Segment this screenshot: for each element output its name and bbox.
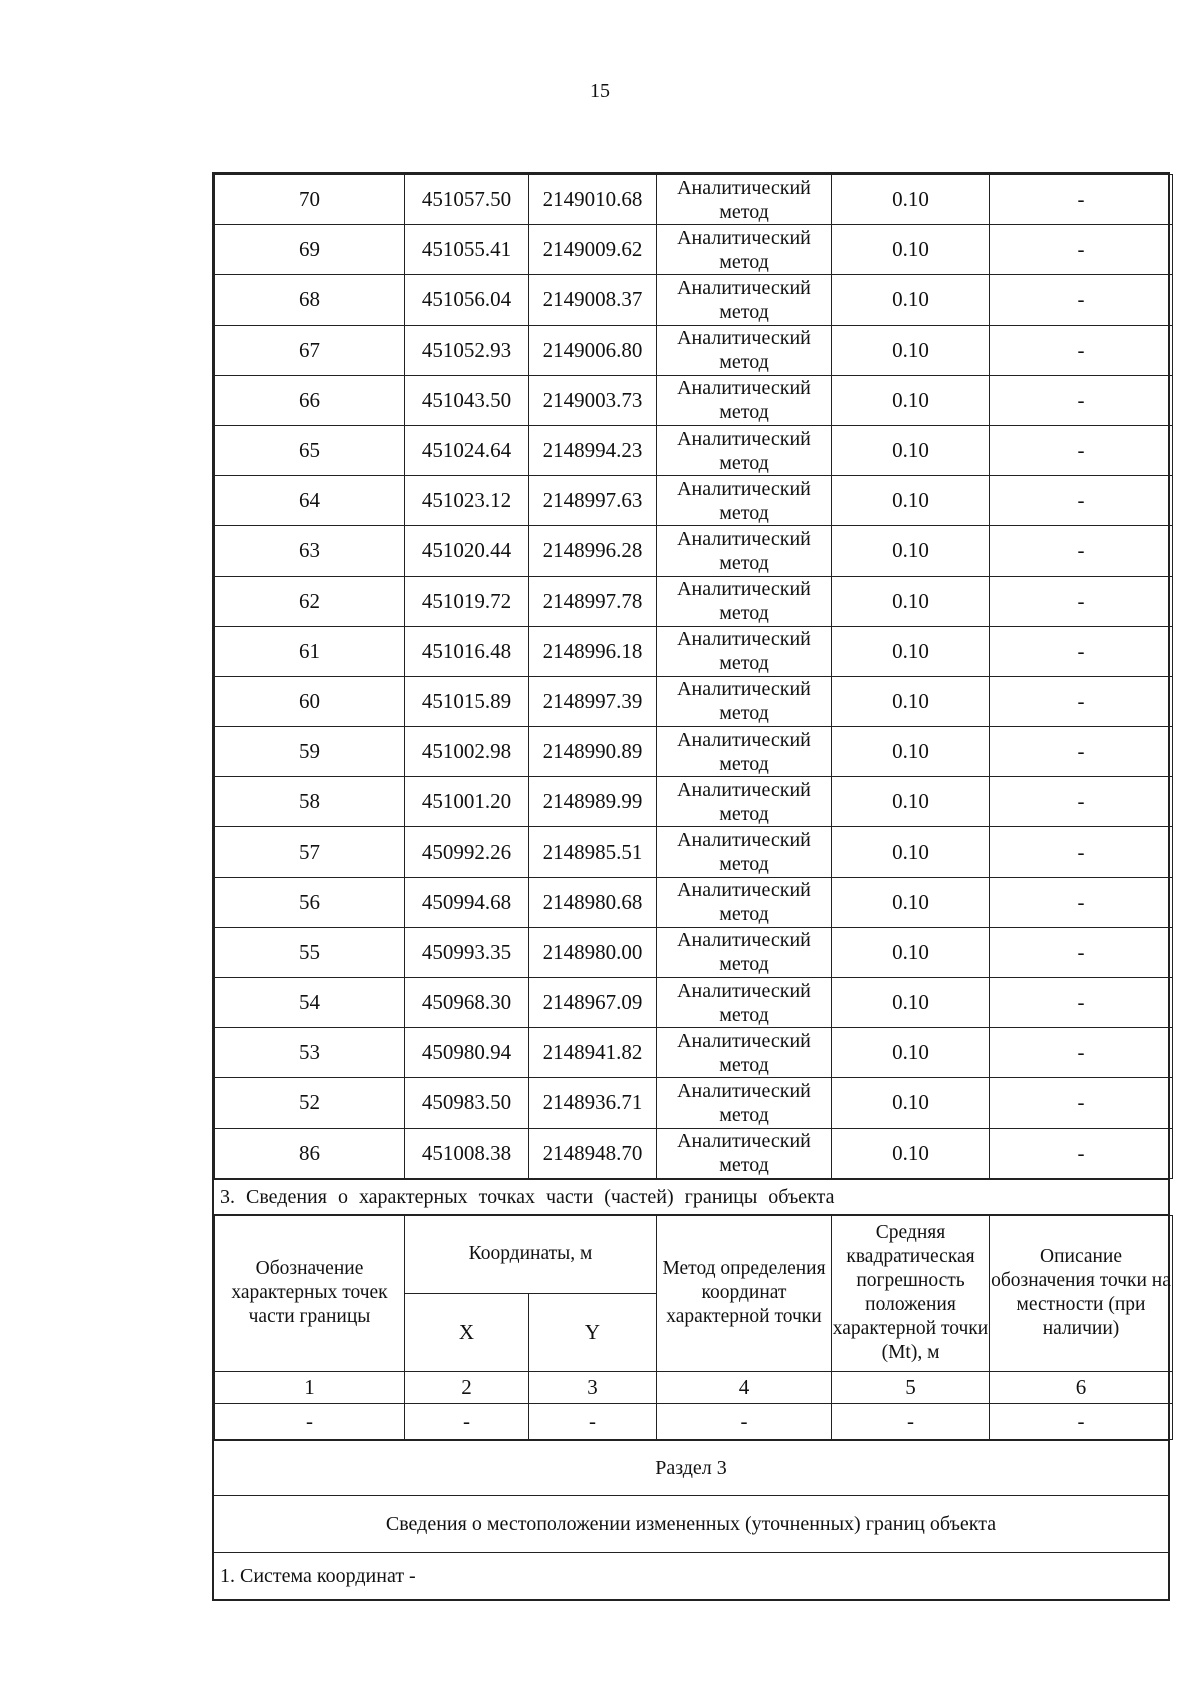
method-line2: метод	[719, 551, 769, 574]
point-row	[215, 576, 1173, 626]
point-y: 2149006.80	[529, 325, 657, 375]
column-number: 6	[990, 1371, 1173, 1403]
method-line2: метод	[719, 602, 769, 625]
point-row	[215, 375, 1173, 425]
point-id: 56	[215, 877, 405, 927]
point-method	[657, 325, 832, 375]
method-line2: метод	[719, 200, 769, 223]
coordinate-system-line: 1. Система координат -	[214, 1552, 1168, 1599]
point-method	[657, 777, 832, 827]
method-line1: Аналитический	[677, 979, 811, 1002]
column-number: 5	[832, 1371, 990, 1403]
point-x: 451043.50	[405, 375, 529, 425]
method-line2: метод	[719, 853, 769, 876]
point-x: 450992.26	[405, 827, 529, 877]
point-x: 451056.04	[405, 275, 529, 325]
column-number: 2	[405, 1371, 529, 1403]
empty-cell: -	[529, 1403, 657, 1439]
part-points-table	[214, 1215, 1173, 1440]
point-y: 2148948.70	[529, 1128, 657, 1178]
point-error: 0.10	[832, 225, 990, 275]
point-id: 60	[215, 676, 405, 726]
point-error: 0.10	[832, 727, 990, 777]
point-id: 86	[215, 1128, 405, 1178]
point-id: 55	[215, 927, 405, 977]
point-error: 0.10	[832, 877, 990, 927]
point-x: 450980.94	[405, 1028, 529, 1078]
point-description: -	[990, 877, 1173, 927]
point-y: 2149010.68	[529, 175, 657, 225]
method-line1: Аналитический	[677, 929, 811, 952]
point-description: -	[990, 676, 1173, 726]
point-row	[215, 425, 1173, 475]
page-number: 15	[590, 80, 610, 102]
point-error: 0.10	[832, 626, 990, 676]
method-line2: метод	[719, 351, 769, 374]
point-error: 0.10	[832, 1078, 990, 1128]
point-y: 2148941.82	[529, 1028, 657, 1078]
point-method	[657, 476, 832, 526]
points-table-body	[215, 175, 1173, 1179]
point-error: 0.10	[832, 1128, 990, 1178]
point-error: 0.10	[832, 827, 990, 877]
point-id: 52	[215, 1078, 405, 1128]
point-x: 451055.41	[405, 225, 529, 275]
point-method	[657, 626, 832, 676]
method-line2: метод	[719, 1154, 769, 1177]
column-number: 1	[215, 1371, 405, 1403]
empty-row	[215, 1403, 1173, 1439]
section-subheading: Сведения о местоположении измененных (уточненных) границ объекта	[214, 1495, 1168, 1552]
point-error: 0.10	[832, 175, 990, 225]
point-method	[657, 827, 832, 877]
point-y: 2148997.78	[529, 576, 657, 626]
method-line2: метод	[719, 451, 769, 474]
point-description: -	[990, 727, 1173, 777]
method-line2: метод	[719, 300, 769, 323]
point-x: 451001.20	[405, 777, 529, 827]
point-x: 450994.68	[405, 877, 529, 927]
point-y: 2149009.62	[529, 225, 657, 275]
method-line1: Аналитический	[677, 1029, 811, 1052]
point-method	[657, 375, 832, 425]
point-method	[657, 1128, 832, 1178]
method-line1: Аналитический	[677, 829, 811, 852]
method-line1: Аналитический	[677, 226, 811, 249]
point-method	[657, 978, 832, 1028]
point-y: 2148967.09	[529, 978, 657, 1028]
point-row	[215, 626, 1173, 676]
point-row	[215, 325, 1173, 375]
point-method	[657, 877, 832, 927]
point-id: 54	[215, 978, 405, 1028]
point-id: 64	[215, 476, 405, 526]
point-y: 2148990.89	[529, 727, 657, 777]
point-method	[657, 275, 832, 325]
point-id: 69	[215, 225, 405, 275]
point-description: -	[990, 978, 1173, 1028]
point-method	[657, 576, 832, 626]
point-description: -	[990, 1128, 1173, 1178]
point-description: -	[990, 375, 1173, 425]
point-y: 2148997.39	[529, 676, 657, 726]
method-line1: Аналитический	[677, 628, 811, 651]
point-id: 67	[215, 325, 405, 375]
point-row	[215, 727, 1173, 777]
method-line1: Аналитический	[677, 1130, 811, 1153]
point-row	[215, 676, 1173, 726]
point-x: 451024.64	[405, 425, 529, 475]
header-x: X	[405, 1293, 529, 1371]
method-line2: метод	[719, 1003, 769, 1026]
point-row	[215, 827, 1173, 877]
point-y: 2148980.68	[529, 877, 657, 927]
point-description: -	[990, 476, 1173, 526]
point-method	[657, 1078, 832, 1128]
point-row	[215, 777, 1173, 827]
point-id: 70	[215, 175, 405, 225]
point-description: -	[990, 425, 1173, 475]
method-line1: Аналитический	[677, 879, 811, 902]
point-y: 2148985.51	[529, 827, 657, 877]
column-numbers-row	[215, 1371, 1173, 1403]
point-method	[657, 225, 832, 275]
point-x: 451057.50	[405, 175, 529, 225]
point-row	[215, 1028, 1173, 1078]
point-x: 450983.50	[405, 1078, 529, 1128]
point-method	[657, 175, 832, 225]
point-description: -	[990, 175, 1173, 225]
section-heading: Раздел 3	[214, 1440, 1168, 1495]
point-description: -	[990, 927, 1173, 977]
point-description: -	[990, 526, 1173, 576]
point-description: -	[990, 275, 1173, 325]
point-id: 65	[215, 425, 405, 475]
point-id: 58	[215, 777, 405, 827]
point-error: 0.10	[832, 325, 990, 375]
point-error: 0.10	[832, 375, 990, 425]
point-error: 0.10	[832, 978, 990, 1028]
point-x: 451020.44	[405, 526, 529, 576]
point-error: 0.10	[832, 476, 990, 526]
empty-cell: -	[405, 1403, 529, 1439]
method-line1: Аналитический	[677, 1079, 811, 1102]
point-error: 0.10	[832, 576, 990, 626]
method-line2: метод	[719, 702, 769, 725]
point-y: 2148936.71	[529, 1078, 657, 1128]
point-x: 451016.48	[405, 626, 529, 676]
point-error: 0.10	[832, 777, 990, 827]
point-method	[657, 676, 832, 726]
method-line1: Аналитический	[677, 427, 811, 450]
method-line2: метод	[719, 1103, 769, 1126]
point-id: 68	[215, 275, 405, 325]
header-error: Средняя квадратическая погрешность положения характерной точки (Mt), м	[832, 1215, 990, 1371]
point-row	[215, 877, 1173, 927]
point-id: 62	[215, 576, 405, 626]
point-x: 451052.93	[405, 325, 529, 375]
method-line2: метод	[719, 501, 769, 524]
method-line1: Аналитический	[677, 377, 811, 400]
empty-cell: -	[215, 1403, 405, 1439]
point-description: -	[990, 325, 1173, 375]
method-line1: Аналитический	[677, 728, 811, 751]
point-x: 451015.89	[405, 676, 529, 726]
point-row	[215, 476, 1173, 526]
point-x: 451023.12	[405, 476, 529, 526]
empty-cell: -	[990, 1403, 1173, 1439]
section3-caption: 3. Сведения о характерных точках части (частей) границы объекта	[214, 1179, 1168, 1215]
point-description: -	[990, 777, 1173, 827]
column-number: 3	[529, 1371, 657, 1403]
header-coordinates: Координаты, м	[405, 1215, 657, 1293]
point-row	[215, 978, 1173, 1028]
point-row	[215, 175, 1173, 225]
point-error: 0.10	[832, 425, 990, 475]
method-line1: Аналитический	[677, 778, 811, 801]
header-y: Y	[529, 1293, 657, 1371]
header-description: Описание обозначения точки на местности (при наличии)	[990, 1215, 1173, 1371]
point-x: 451008.38	[405, 1128, 529, 1178]
method-line1: Аналитический	[677, 327, 811, 350]
method-line1: Аналитический	[677, 176, 811, 199]
point-method	[657, 526, 832, 576]
points-table	[214, 174, 1173, 1179]
point-id: 59	[215, 727, 405, 777]
header-method: Метод определения координат характерной точки	[657, 1215, 832, 1371]
method-line2: метод	[719, 652, 769, 675]
point-x: 450968.30	[405, 978, 529, 1028]
point-row	[215, 927, 1173, 977]
point-error: 0.10	[832, 927, 990, 977]
method-line2: метод	[719, 953, 769, 976]
point-y: 2148996.18	[529, 626, 657, 676]
point-method	[657, 425, 832, 475]
point-description: -	[990, 827, 1173, 877]
method-line1: Аналитический	[677, 276, 811, 299]
point-x: 450993.35	[405, 927, 529, 977]
point-x: 451002.98	[405, 727, 529, 777]
point-y: 2148980.00	[529, 927, 657, 977]
point-id: 53	[215, 1028, 405, 1078]
point-y: 2148997.63	[529, 476, 657, 526]
method-line2: метод	[719, 1053, 769, 1076]
point-y: 2148994.23	[529, 425, 657, 475]
point-description: -	[990, 626, 1173, 676]
empty-cell: -	[832, 1403, 990, 1439]
point-id: 66	[215, 375, 405, 425]
document-sheet	[212, 172, 1170, 1601]
point-row	[215, 275, 1173, 325]
method-line2: метод	[719, 401, 769, 424]
point-row	[215, 1128, 1173, 1178]
point-error: 0.10	[832, 676, 990, 726]
point-row	[215, 1078, 1173, 1128]
point-y: 2148989.99	[529, 777, 657, 827]
point-description: -	[990, 1028, 1173, 1078]
point-y: 2149003.73	[529, 375, 657, 425]
point-description: -	[990, 576, 1173, 626]
empty-cell: -	[657, 1403, 832, 1439]
point-x: 451019.72	[405, 576, 529, 626]
point-method	[657, 927, 832, 977]
header-point-designation: Обозначение характерных точек части границы	[215, 1215, 405, 1371]
point-description: -	[990, 1078, 1173, 1128]
method-line1: Аналитический	[677, 578, 811, 601]
method-line1: Аналитический	[677, 527, 811, 550]
point-method	[657, 1028, 832, 1078]
point-row	[215, 526, 1173, 576]
method-line2: метод	[719, 752, 769, 775]
point-error: 0.10	[832, 275, 990, 325]
point-error: 0.10	[832, 1028, 990, 1078]
point-error: 0.10	[832, 526, 990, 576]
point-id: 63	[215, 526, 405, 576]
method-line1: Аналитический	[677, 678, 811, 701]
column-number: 4	[657, 1371, 832, 1403]
method-line2: метод	[719, 250, 769, 273]
point-description: -	[990, 225, 1173, 275]
point-id: 57	[215, 827, 405, 877]
point-row	[215, 225, 1173, 275]
method-line1: Аналитический	[677, 477, 811, 500]
point-method	[657, 727, 832, 777]
point-y: 2149008.37	[529, 275, 657, 325]
point-id: 61	[215, 626, 405, 676]
method-line2: метод	[719, 903, 769, 926]
method-line2: метод	[719, 802, 769, 825]
point-y: 2148996.28	[529, 526, 657, 576]
